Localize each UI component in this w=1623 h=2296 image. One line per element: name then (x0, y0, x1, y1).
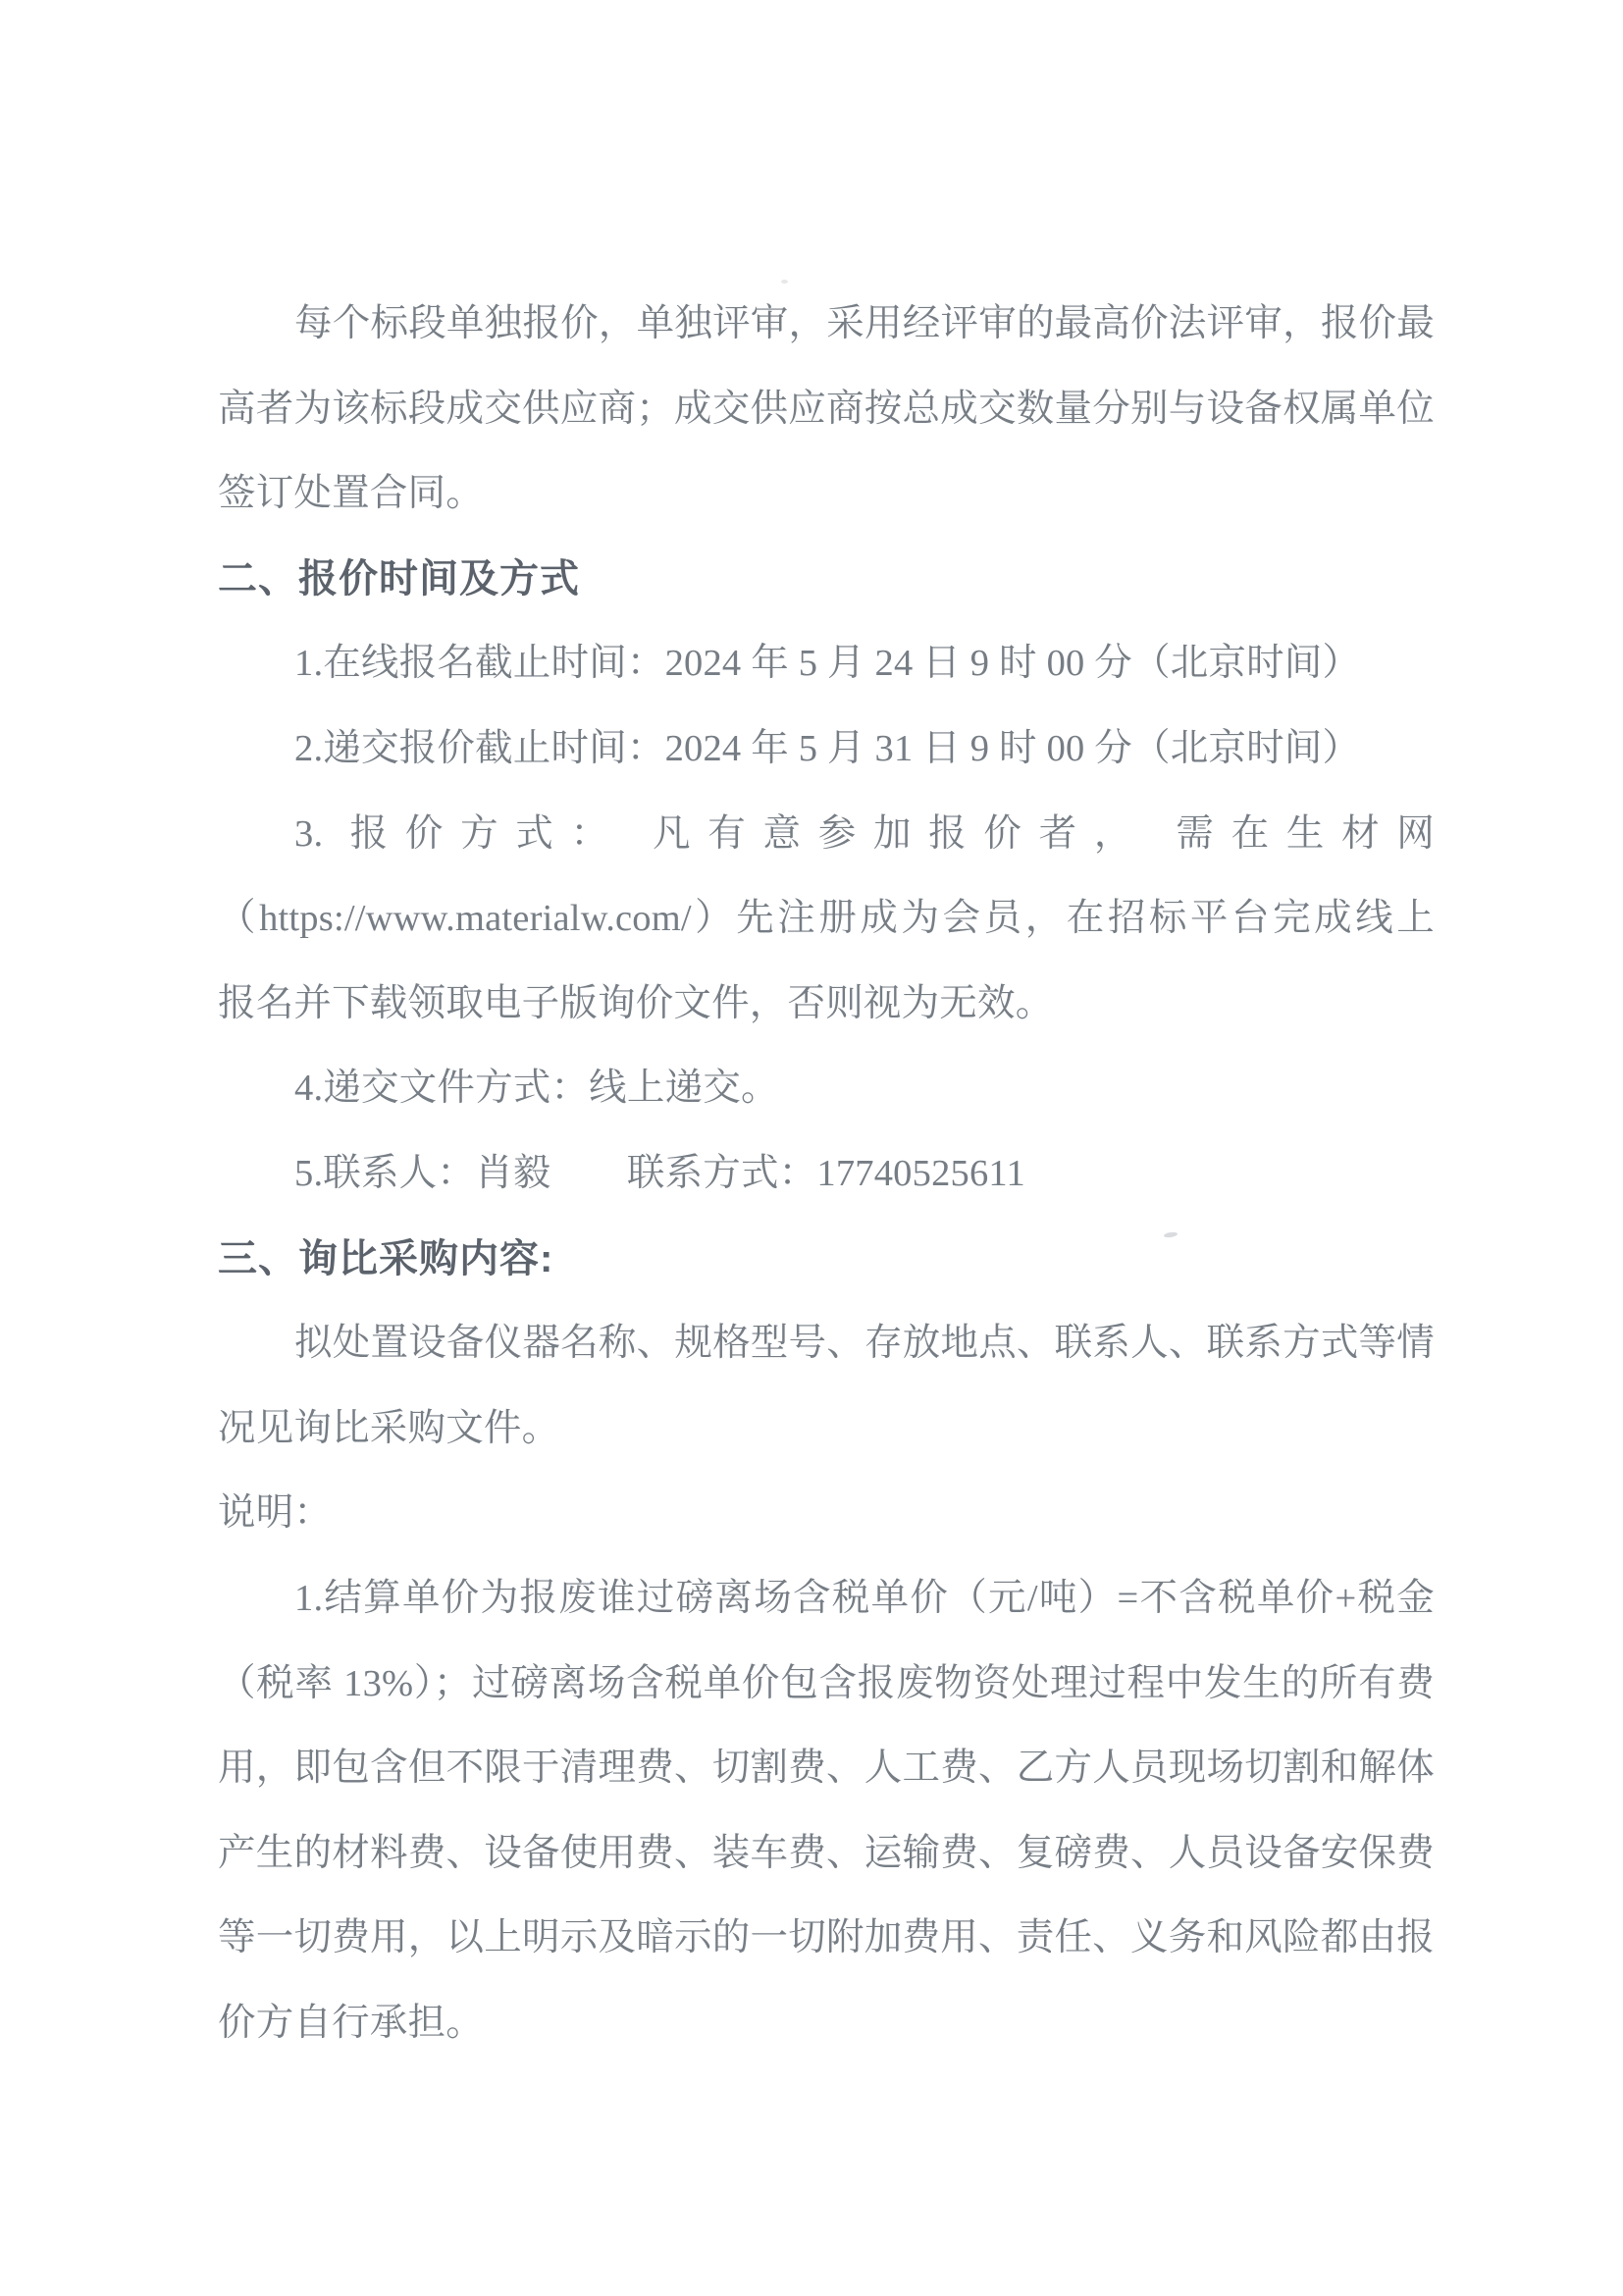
section-heading: 二、报价时间及方式 (218, 556, 580, 600)
text-line: 高者为该标段成交供应商；成交供应商按总成交数量分别与设备权属单位 (218, 388, 1435, 430)
text-line: （税率 13%）；过磅离场含税单价包含报废物资处理过程中发生的所有费 (218, 1662, 1435, 1704)
text-line: 1.结算单价为报废谁过磅离场含税单价（元/吨）=不含税单价+税金 (294, 1577, 1435, 1619)
text-line: 况见询比采购文件。 (218, 1407, 560, 1449)
text-line: 用，即包含但不限于清理费、切割费、人工费、乙方人员现场切割和解体 (218, 1748, 1435, 1790)
scan-artifact-speck (781, 280, 788, 284)
text-line: 等一切费用，以上明示及暗示的一切附加费用、责任、义务和风险都由报 (218, 1917, 1435, 1959)
document-content (218, 282, 1435, 2065)
text-line: 2.递交报价截止时间：2024 年 5 月 31 日 9 时 00 分（北京时间） (294, 727, 1361, 769)
text-line: 1.在线报名截止时间：2024 年 5 月 24 日 9 时 00 分（北京时间） (294, 643, 1361, 685)
text-line: 4.递交文件方式：线上递交。 (294, 1068, 779, 1110)
text-line: 报名并下载领取电子版询价文件，否则视为无效。 (218, 982, 1054, 1024)
text-line: 说明： (218, 1492, 333, 1535)
text-line: 每个标段单独报价，单独评审，采用经评审的最高价法评审，报价最 (294, 303, 1435, 344)
text-line: 5.联系人：肖毅 联系方式：17740525611 (294, 1152, 1025, 1194)
text-line: 3. 报价方式： 凡有意参加报价者， 需在生材网 (294, 812, 1435, 855)
section-heading: 三、询比采购内容: (218, 1236, 554, 1280)
text-line: 签订处置合同。 (218, 473, 484, 515)
text-line: （https://www.materialw.com/）先注册成为会员，在招标平台完成线上 (218, 898, 1435, 940)
text-line: 价方自行承担。 (218, 2002, 484, 2044)
text-line: 产生的材料费、设备使用费、装车费、运输费、复磅费、人员设备安保费 (218, 1832, 1435, 1874)
text-line: 拟处置设备仪器名称、规格型号、存放地点、联系人、联系方式等情 (294, 1323, 1435, 1365)
